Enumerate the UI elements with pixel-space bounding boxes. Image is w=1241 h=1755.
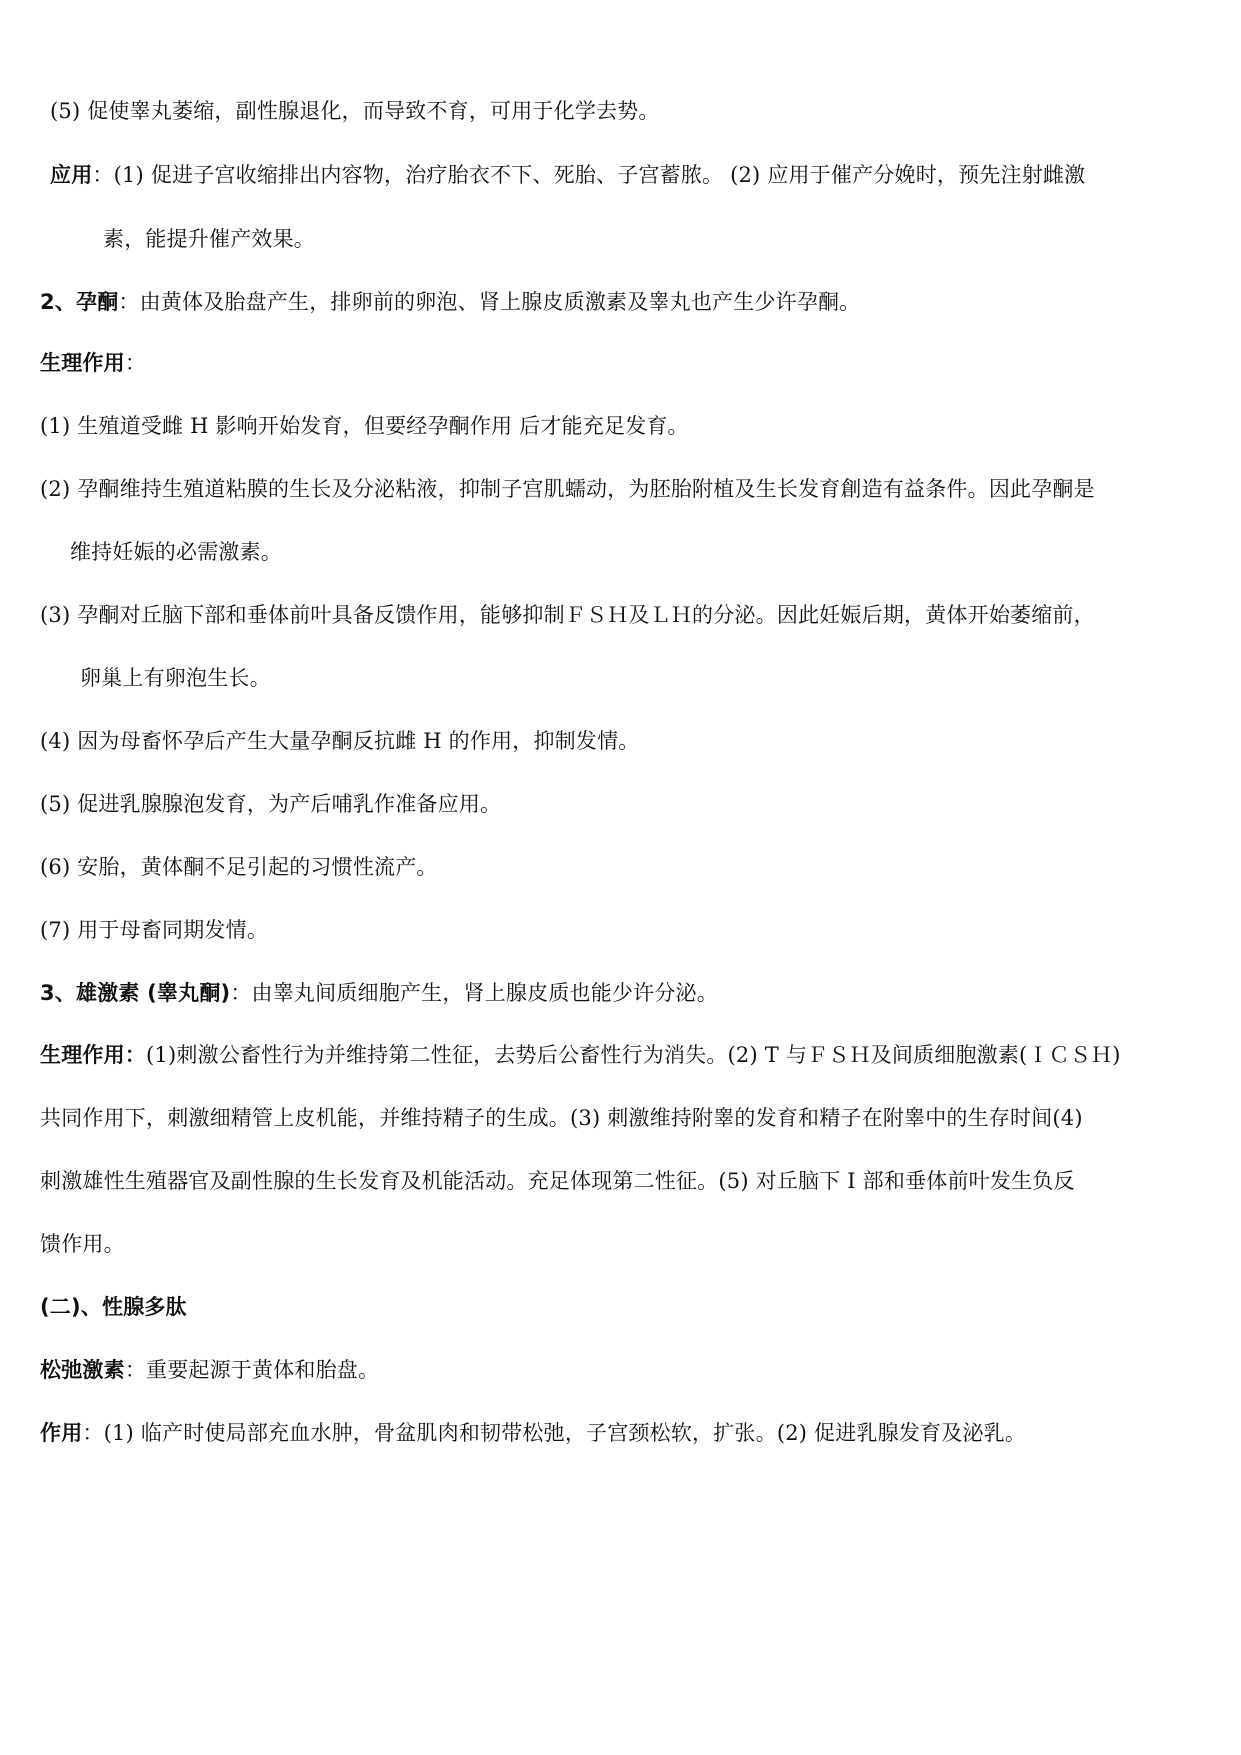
- text-span: (3) 孕酮对丘脑下部和垂体前叶具备反馈作用，能够抑制ＦＳＨ及ＬＨ的分泌。因此妊娠后期，黄体开始萎缩前，: [40, 603, 1095, 627]
- heading-span: 2、孕酮: [40, 290, 119, 314]
- text-span: (4) 因为母畜怀孕后产生大量孕酮反抗雌 H 的作用，抑制发情。: [40, 729, 640, 753]
- text-line: [40, 1418, 1026, 1448]
- text-line: [50, 160, 1085, 190]
- text-span: ：由黄体及胎盘产生，排卵前的卵泡、肾上腺皮质激素及睾丸也产生少许孕酮。: [118, 290, 861, 314]
- text-line: [40, 1229, 125, 1259]
- text-span: ：重要起源于黄体和胎盘。: [124, 1358, 380, 1382]
- text-span: (6) 安胎，黄体酮不足引起的习惯性流产。: [40, 855, 438, 879]
- text-line: [40, 1040, 1121, 1070]
- text-line: [103, 224, 315, 254]
- text-span: 刺激雄性生殖器官及副性腺的生长发育及机能活动。充足体现第二性征。(5) 对丘脑下 I 部和垂体前叶发生负反: [40, 1169, 1075, 1193]
- text-span: (5) 促使睾丸萎缩，副性腺退化，而导致不育，可用于化学去势。: [50, 99, 660, 123]
- text-line: [40, 348, 146, 378]
- text-line: [40, 474, 1095, 504]
- text-span: (2) 孕酮维持生殖道粘膜的生长及分泌粘液，抑制子宫肌蠕动，为胚胎附植及生长发育創造有益条件。因此孕酮是: [40, 477, 1095, 501]
- heading-span: 应用: [50, 163, 93, 187]
- text-line: [40, 1355, 379, 1385]
- text-span: ：(1) 促进子宫收缩排出内容物，治疗胎衣不下、死胎、子宫蓄脓。 (2) 应用于催产分娩时，预先注射雌激: [92, 163, 1086, 187]
- text-line: [40, 287, 860, 317]
- text-line: [40, 1166, 1075, 1196]
- text-span: ：由睾丸间质细胞产生，肾上腺皮质也能少许分泌。: [230, 981, 718, 1005]
- text-line: [70, 537, 282, 567]
- text-span: 素，能提升催产效果。: [103, 227, 315, 251]
- text-line: [40, 915, 268, 945]
- text-line: [40, 1103, 1083, 1133]
- text-line: [40, 789, 501, 819]
- heading-span: 生理作用: [40, 351, 125, 375]
- text-span: (1) 生殖道受雌 H 影响开始发育，但要经孕酮作用 后才能充足发育。: [40, 414, 689, 438]
- heading-span: 生理作用：: [40, 1043, 146, 1067]
- text-line: [40, 600, 1095, 630]
- text-span: 共同作用下，刺激细精管上皮机能，并维持精子的生成。(3) 刺激维持附睾的发育和精子在附睾中的生存时间(4): [40, 1106, 1083, 1130]
- text-span: ：(1) 临产时使局部充血水肿，骨盆肌肉和韧带松弛，子宫颈松软，扩张。(2) 促进乳腺发育及泌乳。: [82, 1421, 1027, 1445]
- text-span: (7) 用于母畜同期发情。: [40, 918, 269, 942]
- text-line: [50, 96, 660, 126]
- section-heading: (二)、性腺多肽: [40, 1295, 187, 1319]
- text-line: [40, 852, 438, 882]
- heading-span: 作用: [40, 1421, 83, 1445]
- text-line: [40, 411, 689, 441]
- text-line: [40, 978, 718, 1008]
- text-line: [40, 1292, 187, 1322]
- text-span: (1)刺激公畜性行为并维持第二性征，去势后公畜性行为消失。(2) T 与ＦＳＨ及间质细胞激素(ＩＣＳＨ): [146, 1043, 1121, 1067]
- text-line: [40, 726, 639, 756]
- text-span: 馈作用。: [40, 1232, 125, 1256]
- text-span: 卵巢上有卵泡生长。: [80, 666, 271, 690]
- heading-span: 3、雄激素 (睾丸酮): [40, 981, 231, 1005]
- text-line: [80, 663, 271, 693]
- heading-span: 松弛激素: [40, 1358, 125, 1382]
- text-span: 维持妊娠的必需激素。: [70, 540, 282, 564]
- text-span: (5) 促进乳腺腺泡发育，为产后哺乳作准备应用。: [40, 792, 502, 816]
- text-span: ：: [124, 351, 147, 375]
